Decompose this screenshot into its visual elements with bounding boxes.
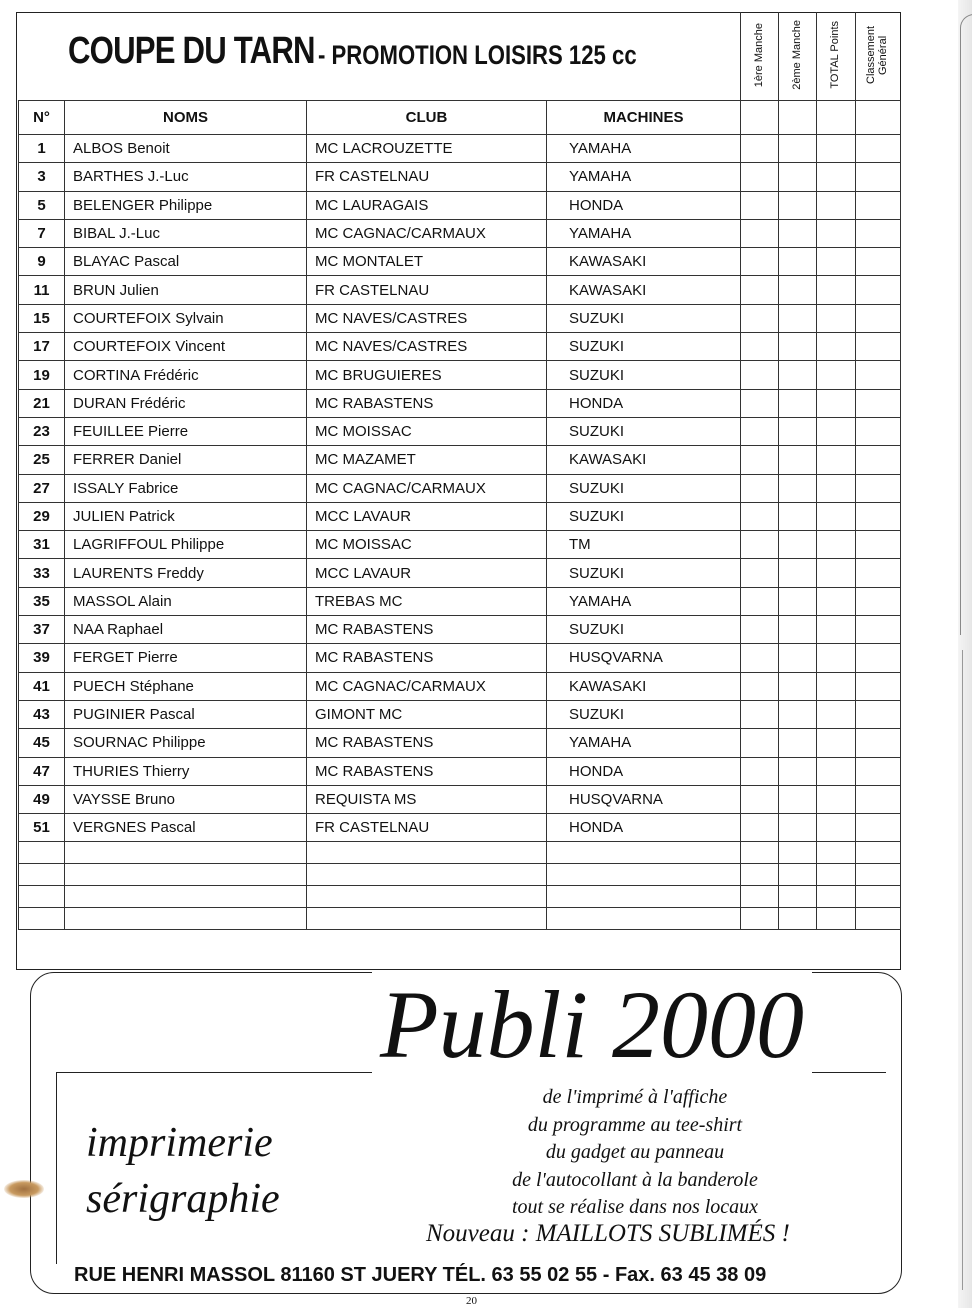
cell-score [779, 729, 817, 757]
cell-empty [779, 886, 817, 908]
cell-machine: HUSQVARNA [547, 785, 741, 813]
results-table [18, 100, 901, 930]
cell-score [741, 163, 779, 191]
cell-score [779, 785, 817, 813]
cell-num: 47 [19, 757, 65, 785]
cell-club: MC CAGNAC/CARMAUX [307, 672, 547, 700]
table-row [19, 219, 901, 247]
cell-score [817, 446, 856, 474]
cell-score [741, 248, 779, 276]
cell-machine: HONDA [547, 814, 741, 842]
cell-name: FERGET Pierre [65, 644, 307, 672]
cell-score [817, 502, 856, 530]
cell-score [817, 248, 856, 276]
cell-empty [547, 886, 741, 908]
cell-score [817, 616, 856, 644]
ad-service-printing: imprimerie [86, 1120, 273, 1166]
table-row [19, 191, 901, 219]
cell-score [856, 163, 901, 191]
table-row [19, 248, 901, 276]
cell-score [779, 672, 817, 700]
cell-machine: HONDA [547, 389, 741, 417]
ad-slogan: du programme au tee-shirt [527, 1113, 743, 1136]
cell-club: MC RABASTENS [307, 729, 547, 757]
cell-num: 21 [19, 389, 65, 417]
ad-service-screenprint: sérigraphie [86, 1176, 280, 1222]
cell-name: ISSALY Fabrice [65, 474, 307, 502]
cell-machine: HUSQVARNA [547, 644, 741, 672]
cell-score [856, 785, 901, 813]
cell-machine: SUZUKI [547, 304, 741, 332]
cell-score [741, 389, 779, 417]
cell-score [741, 446, 779, 474]
cell-empty [779, 842, 817, 864]
cell-score [779, 135, 817, 163]
facing-page-border [960, 14, 972, 635]
cell-score [817, 389, 856, 417]
table-row-empty [19, 864, 901, 886]
cell-name: THURIES Thierry [65, 757, 307, 785]
cell-club: MC RABASTENS [307, 644, 547, 672]
cell-score [779, 531, 817, 559]
cell-score [779, 559, 817, 587]
cell-name: BRUN Julien [65, 276, 307, 304]
cell-score [779, 757, 817, 785]
cell-num: 33 [19, 559, 65, 587]
cell-club: MCC LAVAUR [307, 502, 547, 530]
cell-num: 45 [19, 729, 65, 757]
cell-num: 7 [19, 219, 65, 247]
col-header-name: NOMS [65, 101, 307, 135]
cell-score [779, 502, 817, 530]
col-header-score [779, 101, 817, 135]
cell-name: CORTINA Frédéric [65, 361, 307, 389]
cell-score [856, 191, 901, 219]
cell-score [817, 587, 856, 615]
table-row-empty [19, 842, 901, 864]
cell-club: MC CAGNAC/CARMAUX [307, 219, 547, 247]
table-row [19, 559, 901, 587]
cell-machine: HONDA [547, 191, 741, 219]
cell-empty [741, 908, 779, 930]
cell-machine: YAMAHA [547, 729, 741, 757]
table-row [19, 361, 901, 389]
cell-num: 27 [19, 474, 65, 502]
cell-score [856, 502, 901, 530]
cell-num: 51 [19, 814, 65, 842]
cell-club: MC MOISSAC [307, 417, 547, 445]
cell-empty [65, 864, 307, 886]
cell-score [779, 417, 817, 445]
ad-slogan: de l'imprimé à l'affiche [542, 1086, 728, 1108]
cell-score [817, 333, 856, 361]
cell-empty [19, 864, 65, 886]
cell-machine: YAMAHA [547, 135, 741, 163]
cell-score [817, 559, 856, 587]
cell-club: GIMONT MC [307, 700, 547, 728]
table-row [19, 785, 901, 813]
cell-machine: KAWASAKI [547, 672, 741, 700]
table-row [19, 700, 901, 728]
cell-empty [547, 908, 741, 930]
col-header-machine: MACHINES [547, 101, 741, 135]
cell-score [856, 219, 901, 247]
cell-score [741, 474, 779, 502]
header-2eme-manche: 2ème Manche [791, 20, 803, 90]
cell-machine: YAMAHA [547, 219, 741, 247]
cell-score [741, 276, 779, 304]
cell-name: DURAN Frédéric [65, 389, 307, 417]
cell-score [817, 191, 856, 219]
cell-score [856, 700, 901, 728]
cell-club: MC RABASTENS [307, 389, 547, 417]
cell-score [856, 814, 901, 842]
cell-name: VERGNES Pascal [65, 814, 307, 842]
cell-name: MASSOL Alain [65, 587, 307, 615]
cell-score [741, 672, 779, 700]
table-row [19, 389, 901, 417]
cell-machine: SUZUKI [547, 361, 741, 389]
cell-num: 1 [19, 135, 65, 163]
header-total-points: TOTAL Points [829, 21, 841, 89]
cell-score [817, 531, 856, 559]
cell-score [741, 785, 779, 813]
table-row [19, 417, 901, 445]
cell-club: MC NAVES/CASTRES [307, 333, 547, 361]
table-row [19, 163, 901, 191]
cell-score [817, 757, 856, 785]
cell-score [856, 729, 901, 757]
cell-machine: SUZUKI [547, 700, 741, 728]
cell-score [779, 587, 817, 615]
cell-num: 11 [19, 276, 65, 304]
cell-name: BLAYAC Pascal [65, 248, 307, 276]
cell-score [741, 304, 779, 332]
title-main: COUPE DU TARN [68, 30, 315, 72]
cell-empty [307, 842, 547, 864]
cell-score [779, 361, 817, 389]
title-sub: - PROMOTION LOISIRS 125 cc [318, 40, 637, 70]
ad-promo: Nouveau : MAILLOTS SUBLIMÉS ! [426, 1220, 790, 1247]
cell-machine: YAMAHA [547, 587, 741, 615]
cell-name: NAA Raphael [65, 616, 307, 644]
cell-score [779, 219, 817, 247]
cell-club: MCC LAVAUR [307, 559, 547, 587]
table-row [19, 474, 901, 502]
cell-num: 39 [19, 644, 65, 672]
col-header-num: N° [19, 101, 65, 135]
cell-club: MC RABASTENS [307, 616, 547, 644]
cell-num: 35 [19, 587, 65, 615]
table-row [19, 446, 901, 474]
cell-score [741, 361, 779, 389]
cell-machine: YAMAHA [547, 163, 741, 191]
cell-num: 17 [19, 333, 65, 361]
table-row [19, 531, 901, 559]
page-number: 20 [466, 1295, 477, 1307]
cell-num: 23 [19, 417, 65, 445]
cell-score [741, 729, 779, 757]
cell-num: 41 [19, 672, 65, 700]
cell-machine: SUZUKI [547, 616, 741, 644]
cell-machine: SUZUKI [547, 502, 741, 530]
table-row [19, 135, 901, 163]
cell-score [817, 304, 856, 332]
cell-score [741, 333, 779, 361]
ad-brand-name: Publi 2000 [372, 970, 812, 1080]
cell-name: COURTEFOIX Sylvain [65, 304, 307, 332]
table-row-empty [19, 908, 901, 930]
cell-score [856, 616, 901, 644]
cell-club: MC LAURAGAIS [307, 191, 547, 219]
cell-score [741, 700, 779, 728]
cell-club: REQUISTA MS [307, 785, 547, 813]
cell-score [779, 304, 817, 332]
cell-score [856, 276, 901, 304]
header-classement-general: Classement Général [865, 25, 889, 85]
cell-empty [547, 842, 741, 864]
facing-page-border [962, 650, 972, 1290]
cell-score [817, 163, 856, 191]
cell-empty [741, 886, 779, 908]
cell-score [856, 531, 901, 559]
cell-empty [19, 842, 65, 864]
cell-score [817, 417, 856, 445]
cell-name: VAYSSE Bruno [65, 785, 307, 813]
cell-machine: HONDA [547, 757, 741, 785]
cell-score [817, 219, 856, 247]
col-header-club: CLUB [307, 101, 547, 135]
cell-empty [856, 864, 901, 886]
cell-score [817, 474, 856, 502]
cell-empty [307, 908, 547, 930]
results-body [19, 135, 901, 930]
cell-score [856, 672, 901, 700]
cell-machine: SUZUKI [547, 333, 741, 361]
cell-num: 3 [19, 163, 65, 191]
cell-name: BELENGER Philippe [65, 191, 307, 219]
cell-score [856, 644, 901, 672]
cell-club: FR CASTELNAU [307, 814, 547, 842]
ad-slogan: du gadget au panneau [545, 1141, 725, 1163]
cell-score [856, 135, 901, 163]
cell-empty [307, 886, 547, 908]
cell-score [817, 276, 856, 304]
cell-empty [779, 864, 817, 886]
cell-empty [19, 886, 65, 908]
table-row [19, 333, 901, 361]
cell-machine: SUZUKI [547, 417, 741, 445]
cell-name: SOURNAC Philippe [65, 729, 307, 757]
cell-score [779, 389, 817, 417]
cell-score [741, 191, 779, 219]
cell-num: 43 [19, 700, 65, 728]
cell-empty [547, 864, 741, 886]
cell-score [817, 700, 856, 728]
cell-machine: KAWASAKI [547, 276, 741, 304]
page-title [68, 30, 637, 73]
cell-club: MC CAGNAC/CARMAUX [307, 474, 547, 502]
cell-score [856, 361, 901, 389]
cell-score [741, 135, 779, 163]
cell-empty [741, 842, 779, 864]
cell-club: MC RABASTENS [307, 757, 547, 785]
table-row [19, 587, 901, 615]
table-row [19, 672, 901, 700]
cell-score [779, 333, 817, 361]
ad-contact-line: RUE HENRI MASSOL 81160 ST JUERY TÉL. 63 55 02 55 - Fax. 63 45 38 09 [74, 1264, 767, 1286]
cell-score [856, 757, 901, 785]
table-row [19, 276, 901, 304]
cell-club: MC BRUGUIERES [307, 361, 547, 389]
cell-score [817, 672, 856, 700]
cell-empty [856, 908, 901, 930]
cell-score [856, 248, 901, 276]
cell-score [779, 814, 817, 842]
cell-score [856, 474, 901, 502]
cell-club: MC LACROUZETTE [307, 135, 547, 163]
cell-name: COURTEFOIX Vincent [65, 333, 307, 361]
cell-empty [65, 886, 307, 908]
cell-empty [19, 908, 65, 930]
cell-name: BARTHES J.-Luc [65, 163, 307, 191]
cell-machine: TM [547, 531, 741, 559]
cell-num: 25 [19, 446, 65, 474]
col-header-score [817, 101, 856, 135]
table-header-row [19, 101, 901, 135]
cell-club: MC MOISSAC [307, 531, 547, 559]
cell-score [779, 446, 817, 474]
cell-score [779, 644, 817, 672]
cell-score [856, 333, 901, 361]
col-header-score [741, 101, 779, 135]
cell-name: FEUILLEE Pierre [65, 417, 307, 445]
cell-name: PUGINIER Pascal [65, 700, 307, 728]
cell-score [856, 446, 901, 474]
cell-score [741, 502, 779, 530]
cell-machine: SUZUKI [547, 474, 741, 502]
cell-empty [817, 886, 856, 908]
cell-score [817, 729, 856, 757]
paper-stain [4, 1180, 44, 1198]
cell-empty [817, 864, 856, 886]
cell-score [741, 616, 779, 644]
cell-machine: KAWASAKI [547, 446, 741, 474]
table-row-empty [19, 886, 901, 908]
cell-score [779, 474, 817, 502]
table-row [19, 814, 901, 842]
table-row [19, 644, 901, 672]
cell-score [779, 616, 817, 644]
table-row [19, 502, 901, 530]
cell-empty [65, 908, 307, 930]
cell-score [779, 191, 817, 219]
cell-num: 29 [19, 502, 65, 530]
cell-num: 15 [19, 304, 65, 332]
cell-name: JULIEN Patrick [65, 502, 307, 530]
cell-score [779, 276, 817, 304]
cell-empty [817, 842, 856, 864]
ad-slogan: tout se réalise dans nos locaux [511, 1196, 759, 1218]
table-row [19, 757, 901, 785]
cell-score [741, 814, 779, 842]
cell-score [779, 248, 817, 276]
cell-score [741, 757, 779, 785]
cell-score [741, 219, 779, 247]
cell-num: 9 [19, 248, 65, 276]
cell-num: 37 [19, 616, 65, 644]
cell-score [779, 700, 817, 728]
cell-name: PUECH Stéphane [65, 672, 307, 700]
cell-club: TREBAS MC [307, 587, 547, 615]
cell-score [856, 417, 901, 445]
cell-empty [817, 908, 856, 930]
cell-club: MC NAVES/CASTRES [307, 304, 547, 332]
cell-score [817, 361, 856, 389]
cell-name: FERRER Daniel [65, 446, 307, 474]
cell-name: BIBAL J.-Luc [65, 219, 307, 247]
cell-score [817, 814, 856, 842]
cell-empty [65, 842, 307, 864]
cell-score [741, 531, 779, 559]
cell-num: 5 [19, 191, 65, 219]
cell-empty [307, 864, 547, 886]
cell-score [856, 389, 901, 417]
table-row [19, 304, 901, 332]
cell-num: 49 [19, 785, 65, 813]
cell-score [856, 559, 901, 587]
ad-slogan: de l'autocollant à la banderole [512, 1168, 758, 1191]
cell-empty [741, 864, 779, 886]
cell-club: MC MAZAMET [307, 446, 547, 474]
cell-name: ALBOS Benoit [65, 135, 307, 163]
ad-services [86, 1115, 376, 1227]
cell-score [741, 644, 779, 672]
cell-club: FR CASTELNAU [307, 163, 547, 191]
cell-name: LAURENTS Freddy [65, 559, 307, 587]
cell-num: 19 [19, 361, 65, 389]
cell-score [817, 785, 856, 813]
cell-club: MC MONTALET [307, 248, 547, 276]
cell-score [741, 559, 779, 587]
cell-empty [779, 908, 817, 930]
table-row [19, 616, 901, 644]
ad-slogans [450, 1084, 820, 1222]
cell-score [856, 587, 901, 615]
cell-score [741, 417, 779, 445]
cell-score [779, 163, 817, 191]
cell-score [741, 587, 779, 615]
cell-num: 31 [19, 531, 65, 559]
cell-empty [856, 842, 901, 864]
cell-name: LAGRIFFOUL Philippe [65, 531, 307, 559]
cell-machine: SUZUKI [547, 559, 741, 587]
cell-score [856, 304, 901, 332]
cell-machine: KAWASAKI [547, 248, 741, 276]
cell-score [817, 135, 856, 163]
col-header-score [856, 101, 901, 135]
header-1ere-manche: 1ère Manche [753, 22, 765, 88]
table-row [19, 729, 901, 757]
cell-score [817, 644, 856, 672]
cell-club: FR CASTELNAU [307, 276, 547, 304]
cell-empty [856, 886, 901, 908]
